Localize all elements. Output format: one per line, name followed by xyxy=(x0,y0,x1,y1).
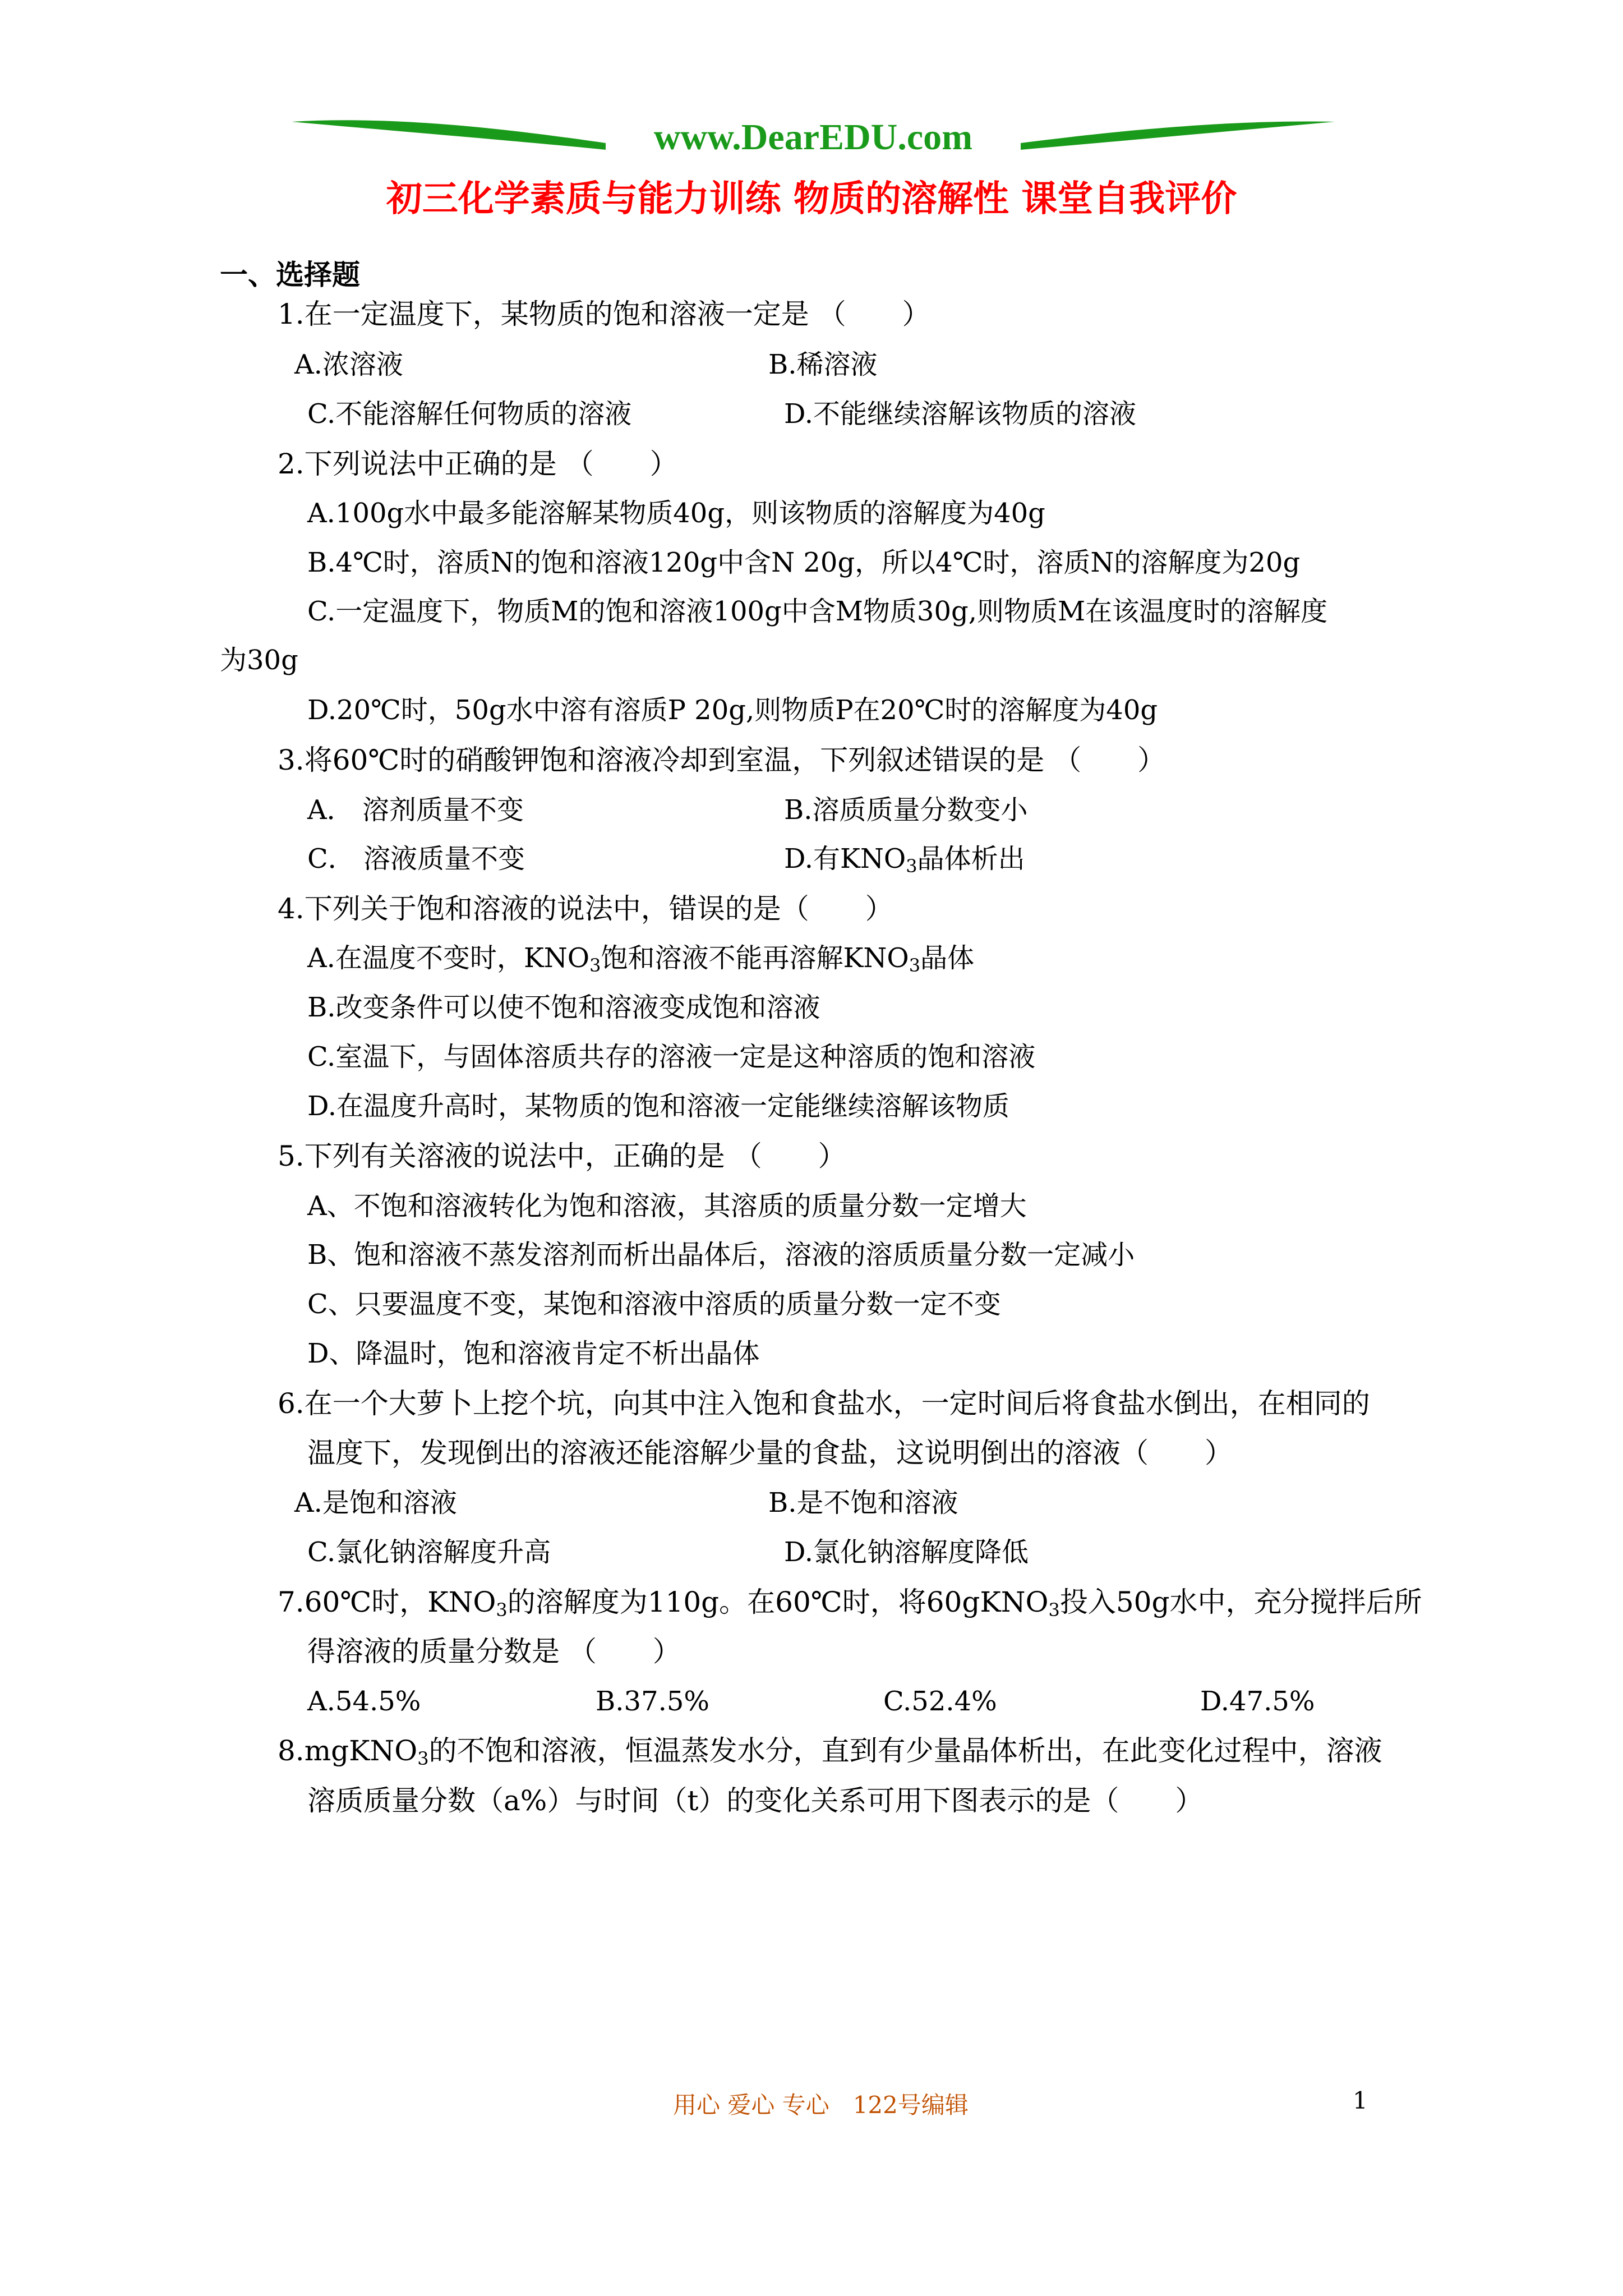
banner-site-url: www.DearEDU.com xyxy=(653,117,973,158)
question-7-stem: 7.60℃时，$KNO_3$的溶解度为110g。在60℃时，将60gKNO$_3$投入50g水中，充分搅拌后所 xyxy=(278,1586,1422,1621)
q6-option-b: B.是不饱和溶液 xyxy=(768,1487,958,1519)
q3-option-c: C． 溶液质量不变 xyxy=(307,843,525,875)
q4-option-d: D.在温度升高时，某物质的饱和溶液一定能继续溶解该物质 xyxy=(307,1091,1010,1122)
q6-option-c: C.氯化钠溶解度升高 xyxy=(307,1536,551,1568)
question-3-stem: 3.将60℃时的硝酸钾饱和溶液冷却到室温，下列叙述错误的是 （ ） xyxy=(278,744,1166,776)
q5-option-b: B、饱和溶液不蒸发溶剂而析出晶体后，溶液的溶质质量分数一定减小 xyxy=(307,1239,1135,1271)
q3-option-d: D.有$KNO_3$晶体析出 xyxy=(784,843,1025,877)
document-title: 初三化学素质与能力训练 物质的溶解性 课堂自我评价 xyxy=(386,178,1237,220)
q3-option-a: A． 溶剂质量不变 xyxy=(307,794,524,826)
q4-option-c: C.室温下，与固体溶质共存的溶液一定是这种溶质的饱和溶液 xyxy=(307,1041,1036,1073)
q2-option-a: A.100g水中最多能溶解某物质40g，则该物质的溶解度为40g xyxy=(307,498,1045,529)
q6-option-a: A.是饱和溶液 xyxy=(294,1487,457,1519)
q5-option-c: C、只要温度不变，某饱和溶液中溶质的质量分数一定不变 xyxy=(307,1289,1001,1320)
q5-option-a: A、不饱和溶液转化为饱和溶液，其溶质的质量分数一定增大 xyxy=(307,1190,1027,1222)
q5-option-d: D、降温时，饱和溶液肯定不析出晶体 xyxy=(307,1338,760,1369)
q2-option-b: B.4℃时，溶质N的饱和溶液120g中含N 20g，所以4℃时，溶质N的溶解度为20g xyxy=(307,547,1301,578)
q7-option-a: A.54.5% xyxy=(307,1686,421,1717)
q1-option-a: A.浓溶液 xyxy=(294,349,403,380)
section-heading: 一、选择题 xyxy=(220,258,360,291)
q7-option-c: C.52.4% xyxy=(883,1686,997,1717)
q3-option-b: B.溶质质量分数变小 xyxy=(784,794,1028,826)
question-6-stem: 6.在一个大萝卜上挖个坑，向其中注入饱和食盐水，一定时间后将食盐水倒出，在相同的 xyxy=(278,1387,1370,1420)
site-banner xyxy=(292,109,1335,165)
q7-option-b: B.37.5% xyxy=(596,1686,710,1717)
q4-option-b: B.改变条件可以使不饱和溶液变成饱和溶液 xyxy=(307,992,820,1023)
q4-option-a: A.在温度不变时，$KNO_3$饱和溶液不能再溶解$KNO_3$晶体 xyxy=(307,942,975,976)
q2-option-c: C.一定温度下，物质M的饱和溶液100g中含M物质30g,则物质M在该温度时的溶解度 xyxy=(307,596,1328,627)
question-1-stem: 1.在一定温度下，某物质的饱和溶液一定是 （ ） xyxy=(278,298,930,330)
question-2-stem: 2.下列说法中正确的是 （ ） xyxy=(278,448,678,480)
question-4-stem: 4.下列关于饱和溶液的说法中，错误的是（ ） xyxy=(278,892,893,925)
footer-text: 用心 爱心 专心 122号编辑 xyxy=(673,2091,969,2119)
q7-option-d: D.47.5% xyxy=(1200,1686,1315,1717)
question-8-stem: 8.mgKNO$_3$的不饱和溶液，恒温蒸发水分，直到有少量晶体析出，在此变化过程中，溶液 xyxy=(278,1734,1382,1769)
question-8-stem-continued: 溶质质量分数（a%）与时间（t）的变化关系可用下图表示的是（ ） xyxy=(307,1784,1204,1817)
q1-option-b: B.稀溶液 xyxy=(768,349,878,380)
q2-option-c-continued: 为30g xyxy=(220,645,298,676)
question-6-stem-continued: 温度下，发现倒出的溶液还能溶解少量的食盐，这说明倒出的溶液（ ） xyxy=(307,1437,1233,1469)
question-7-stem-continued: 得溶液的质量分数是 （ ） xyxy=(307,1635,681,1668)
q2-option-d: D.20℃时，50g水中溶有溶质P 20g,则物质P在20℃时的溶解度为40g xyxy=(307,694,1158,726)
q6-option-d: D.氯化钠溶解度降低 xyxy=(784,1536,1029,1568)
q1-option-c: C.不能溶解任何物质的溶液 xyxy=(307,398,632,430)
page-number: 1 xyxy=(1353,2087,1368,2114)
question-5-stem: 5.下列有关溶液的说法中，正确的是 （ ） xyxy=(278,1140,846,1172)
q1-option-d: D.不能继续溶解该物质的溶液 xyxy=(784,398,1137,430)
